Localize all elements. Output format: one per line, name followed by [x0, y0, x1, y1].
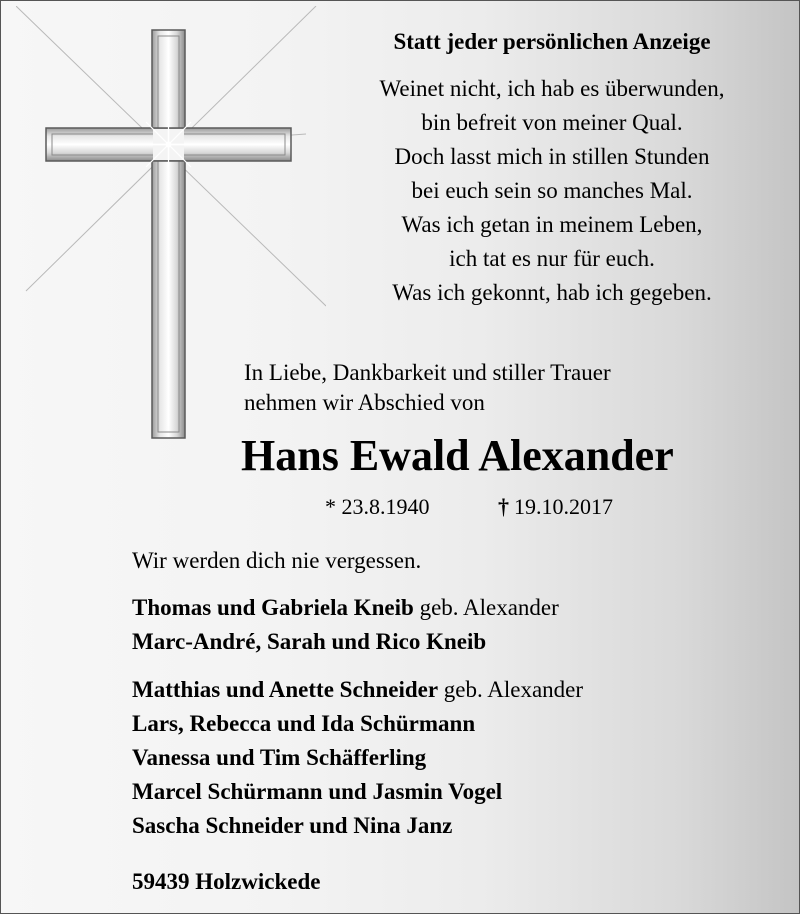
poem-line: Doch lasst mich in stillen Stunden [394, 144, 710, 169]
intro-line: nehmen wir Abschied von [244, 390, 485, 415]
family-line [132, 591, 559, 625]
family-names: Marcel Schürmann und Jasmin Vogel [132, 779, 503, 804]
poem-line: ich tat es nur für euch. [449, 246, 655, 271]
family-names: Lars, Rebecca und Ida Schürmann [132, 711, 476, 736]
poem-line: Was ich getan in meinem Leben, [401, 212, 703, 237]
family-line [132, 625, 559, 659]
family-group-1 [132, 591, 559, 659]
family-names: Thomas und Gabriela Kneib [132, 595, 414, 620]
family-line [132, 775, 583, 809]
dagger-icon: † [498, 494, 509, 519]
birth-date: * 23.8.1940 [325, 494, 430, 519]
poem [323, 72, 781, 310]
family-group-2 [132, 673, 583, 843]
deceased-name: Hans Ewald Alexander [241, 431, 674, 480]
family-note: geb. Alexander [438, 677, 584, 702]
place-line: 59439 Holzwickede [132, 869, 321, 894]
farewell-line: Wir werden dich nie vergessen. [132, 548, 422, 573]
family-names: Sascha Schneider und Nina Janz [132, 813, 453, 838]
notice-heading: Statt jeder persönlichen Anzeige [393, 29, 711, 54]
family-line [132, 673, 583, 707]
family-line [132, 809, 583, 843]
poem-line: bei euch sein so manches Mal. [411, 178, 693, 203]
family-names: Vanessa und Tim Schäfferling [132, 745, 427, 770]
poem-line: Weinet nicht, ich hab es überwunden, [379, 76, 725, 101]
death-date: 19.10.2017 [514, 494, 613, 519]
family-note: geb. Alexander [413, 595, 559, 620]
family-line [132, 741, 583, 775]
family-names: Marc-André, Sarah und Rico Kneib [132, 629, 487, 654]
poem-line: bin befreit von meiner Qual. [421, 110, 683, 135]
family-names: Matthias und Anette Schneider [132, 677, 439, 702]
intro-line: In Liebe, Dankbarkeit und stiller Trauer [244, 360, 611, 385]
family-line [132, 707, 583, 741]
poem-line: Was ich gekonnt, hab ich gegeben. [392, 280, 712, 305]
death-date-block [498, 492, 613, 522]
intro-text [244, 358, 611, 418]
